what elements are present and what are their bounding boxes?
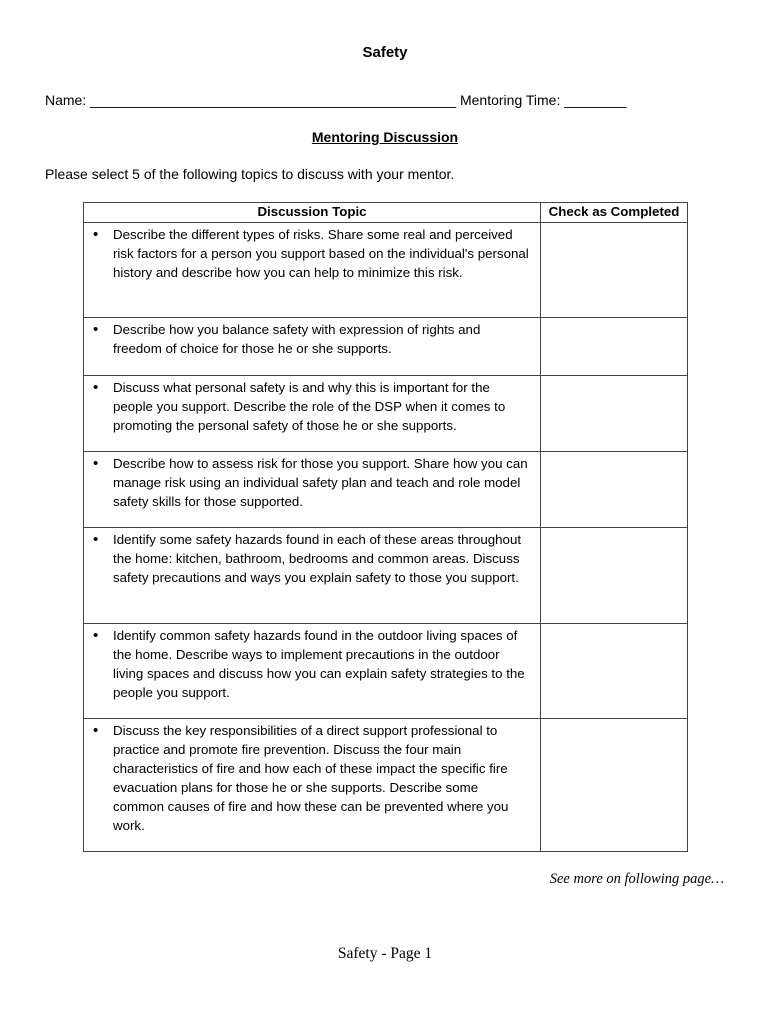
check-completed-cell[interactable]: [541, 452, 688, 528]
topics-table: [83, 202, 688, 852]
mentoring-time-field[interactable]: ________: [564, 92, 627, 108]
topic-cell: [84, 318, 541, 376]
check-completed-cell[interactable]: [541, 376, 688, 452]
check-completed-cell[interactable]: [541, 223, 688, 318]
table-row: [84, 624, 688, 719]
topic-item: • Describe how to assess risk for those you support. Share how you can manage risk using an individual safety plan and teach and role model safety skills for those supported.: [113, 454, 530, 511]
name-field[interactable]: _______________________________________________: [90, 92, 457, 108]
check-completed-cell[interactable]: [541, 528, 688, 624]
table-row: [84, 528, 688, 624]
table-row: [84, 719, 688, 852]
section-heading: Mentoring Discussion: [311, 129, 459, 145]
topic-item: • Discuss the key responsibilities of a direct support professional to practice and promote fire prevention. Discuss the four main characteristics of fire and how each of these impact the specific fire evacuation plans for those he or she supports. Describe some common causes of fire and how these can be prevented where you work.: [113, 721, 530, 835]
header-check-as-completed: Check as Completed: [541, 203, 688, 223]
check-completed-cell[interactable]: [541, 719, 688, 852]
name-line: [45, 92, 627, 108]
topic-cell: [84, 452, 541, 528]
topic-cell: [84, 624, 541, 719]
instructions: Please select 5 of the following topics to discuss with your mentor.: [45, 166, 455, 182]
table-row: [84, 452, 688, 528]
see-more-note: See more on following page…: [549, 871, 724, 887]
page-title: Safety: [362, 44, 408, 61]
mentoring-time-label: Mentoring Time:: [459, 92, 561, 108]
check-completed-cell[interactable]: [541, 318, 688, 376]
topic-item: • Discuss what personal safety is and why this is important for the people you support. Describe the role of the DSP when it comes to promoting the personal safety of those he or she supports.: [113, 378, 530, 435]
topic-cell: [84, 376, 541, 452]
topic-item: • Describe the different types of risks. Share some real and perceived risk factors for a person you support based on the individual's personal history and describe how you can help to minimize this risk.: [113, 225, 530, 282]
header-discussion-topic: Discussion Topic: [84, 203, 541, 223]
name-label: Name:: [45, 92, 87, 108]
table-header-row: [84, 203, 688, 223]
topic-cell: [84, 719, 541, 852]
table-row: [84, 376, 688, 452]
topic-item: • Identify some safety hazards found in each of these areas throughout the home: kitchen, bathroom, bedrooms and common areas. Discuss safety precautions and ways you explain safety to those you support.: [113, 530, 530, 587]
topic-item: • Describe how you balance safety with expression of rights and freedom of choice for those he or she supports.: [113, 320, 530, 358]
topic-cell: [84, 223, 541, 318]
page-footer: Safety - Page 1: [337, 945, 433, 962]
table-row: [84, 223, 688, 318]
topic-cell: [84, 528, 541, 624]
table-row: [84, 318, 688, 376]
check-completed-cell[interactable]: [541, 624, 688, 719]
topic-item: • Identify common safety hazards found in the outdoor living spaces of the home. Describe ways to implement precautions in the outdoor living spaces and discuss how you can explain safety strategies to the people you support.: [113, 626, 530, 702]
